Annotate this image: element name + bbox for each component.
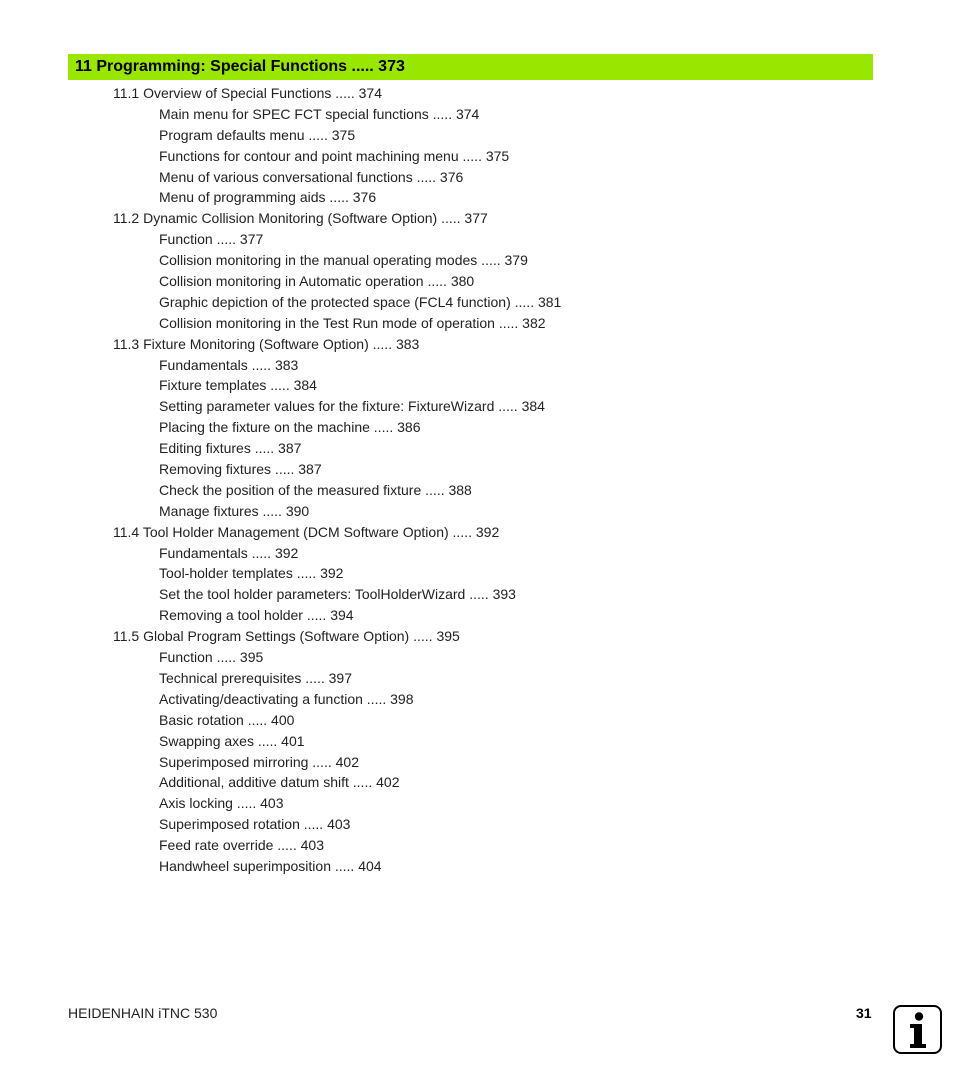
toc-section-11-1 (0, 83, 954, 208)
toc-entry[interactable]: Setting parameter values for the fixture: FixtureWizard ..... 384 (159, 398, 545, 415)
toc-entry[interactable]: Collision monitoring in the Test Run mode of operation ..... 382 (159, 314, 546, 331)
toc-section-11-3 (0, 334, 954, 522)
toc-entry[interactable]: Menu of programming aids ..... 376 (159, 189, 377, 206)
toc-entry[interactable]: Basic rotation ..... 400 (159, 711, 295, 728)
toc-entry[interactable]: Feed rate override ..... 403 (159, 837, 324, 854)
toc-entry[interactable]: Removing a tool holder ..... 394 (159, 607, 354, 624)
toc-entry[interactable]: Superimposed rotation ..... 403 (159, 816, 351, 833)
toc-entry[interactable]: Functions for contour and point machining menu ..... 375 (159, 147, 510, 164)
toc-entry[interactable]: Removing fixtures ..... 387 (159, 461, 322, 478)
toc-section-11-4 (0, 522, 954, 626)
toc-entry[interactable]: Menu of various conversational functions ..... 376 (159, 168, 464, 185)
toc-entry[interactable]: Program defaults menu ..... 375 (159, 126, 356, 143)
toc-entry[interactable]: Handwheel superimposition ..... 404 (159, 857, 382, 874)
toc-section-heading[interactable]: 11.2 Dynamic Collision Monitoring (Software Option) ..... 377 (113, 210, 488, 227)
chapter-heading-bar (68, 54, 873, 80)
toc-section-11-2 (0, 208, 954, 333)
toc-entry[interactable]: Function ..... 395 (159, 649, 264, 666)
toc-section-heading[interactable]: 11.3 Fixture Monitoring (Software Option) ..... 383 (113, 335, 420, 352)
toc-entry[interactable]: Fundamentals ..... 383 (159, 356, 299, 373)
toc-section-heading[interactable]: 11.1 Overview of Special Functions ..... 374 (113, 85, 382, 101)
toc-entry[interactable]: Main menu for SPEC FCT special functions ..... 374 (159, 105, 480, 122)
info-icon (893, 1005, 942, 1054)
footer-product-name: HEIDENHAIN iTNC 530 (68, 1005, 218, 1021)
toc-entry[interactable]: Placing the fixture on the machine ..... 386 (159, 419, 421, 436)
toc-entry[interactable]: Additional, additive datum shift ..... 402 (159, 774, 400, 791)
toc-entry[interactable]: Editing fixtures ..... 387 (159, 440, 302, 457)
toc-entry[interactable]: Technical prerequisites ..... 397 (159, 669, 352, 686)
toc-entry[interactable]: Function ..... 377 (159, 231, 264, 248)
toc-entry[interactable]: Collision monitoring in the manual operating modes ..... 379 (159, 252, 528, 269)
toc-entry[interactable]: Manage fixtures ..... 390 (159, 502, 310, 519)
toc-section-heading[interactable]: 11.5 Global Program Settings (Software Option) ..... 395 (113, 628, 460, 645)
page-number: 31 (856, 1005, 872, 1021)
toc-section-heading[interactable]: 11.4 Tool Holder Management (DCM Software Option) ..... 392 (113, 523, 500, 540)
toc-entry[interactable]: Fundamentals ..... 392 (159, 544, 299, 561)
toc-entry[interactable]: Set the tool holder parameters: ToolHolderWizard ..... 393 (159, 586, 516, 603)
toc-entry[interactable]: Superimposed mirroring ..... 402 (159, 753, 359, 770)
toc-section-11-5 (0, 626, 954, 877)
toc-entry[interactable]: Activating/deactivating a function ..... 398 (159, 690, 414, 707)
toc-entry[interactable]: Swapping axes ..... 401 (159, 732, 305, 749)
toc-entry[interactable]: Axis locking ..... 403 (159, 795, 284, 812)
toc-entry[interactable]: Fixture templates ..... 384 (159, 377, 317, 394)
toc-entry[interactable]: Check the position of the measured fixture ..... 388 (159, 481, 472, 498)
toc-entry[interactable]: Tool-holder templates ..... 392 (159, 565, 344, 582)
chapter-title[interactable]: 11 Programming: Special Functions ..... 373 (75, 58, 405, 75)
table-of-contents (0, 83, 954, 877)
toc-entry[interactable]: Collision monitoring in Automatic operation ..... 380 (159, 273, 475, 290)
toc-entry[interactable]: Graphic depiction of the protected space (FCL4 function) ..... 381 (159, 293, 562, 310)
